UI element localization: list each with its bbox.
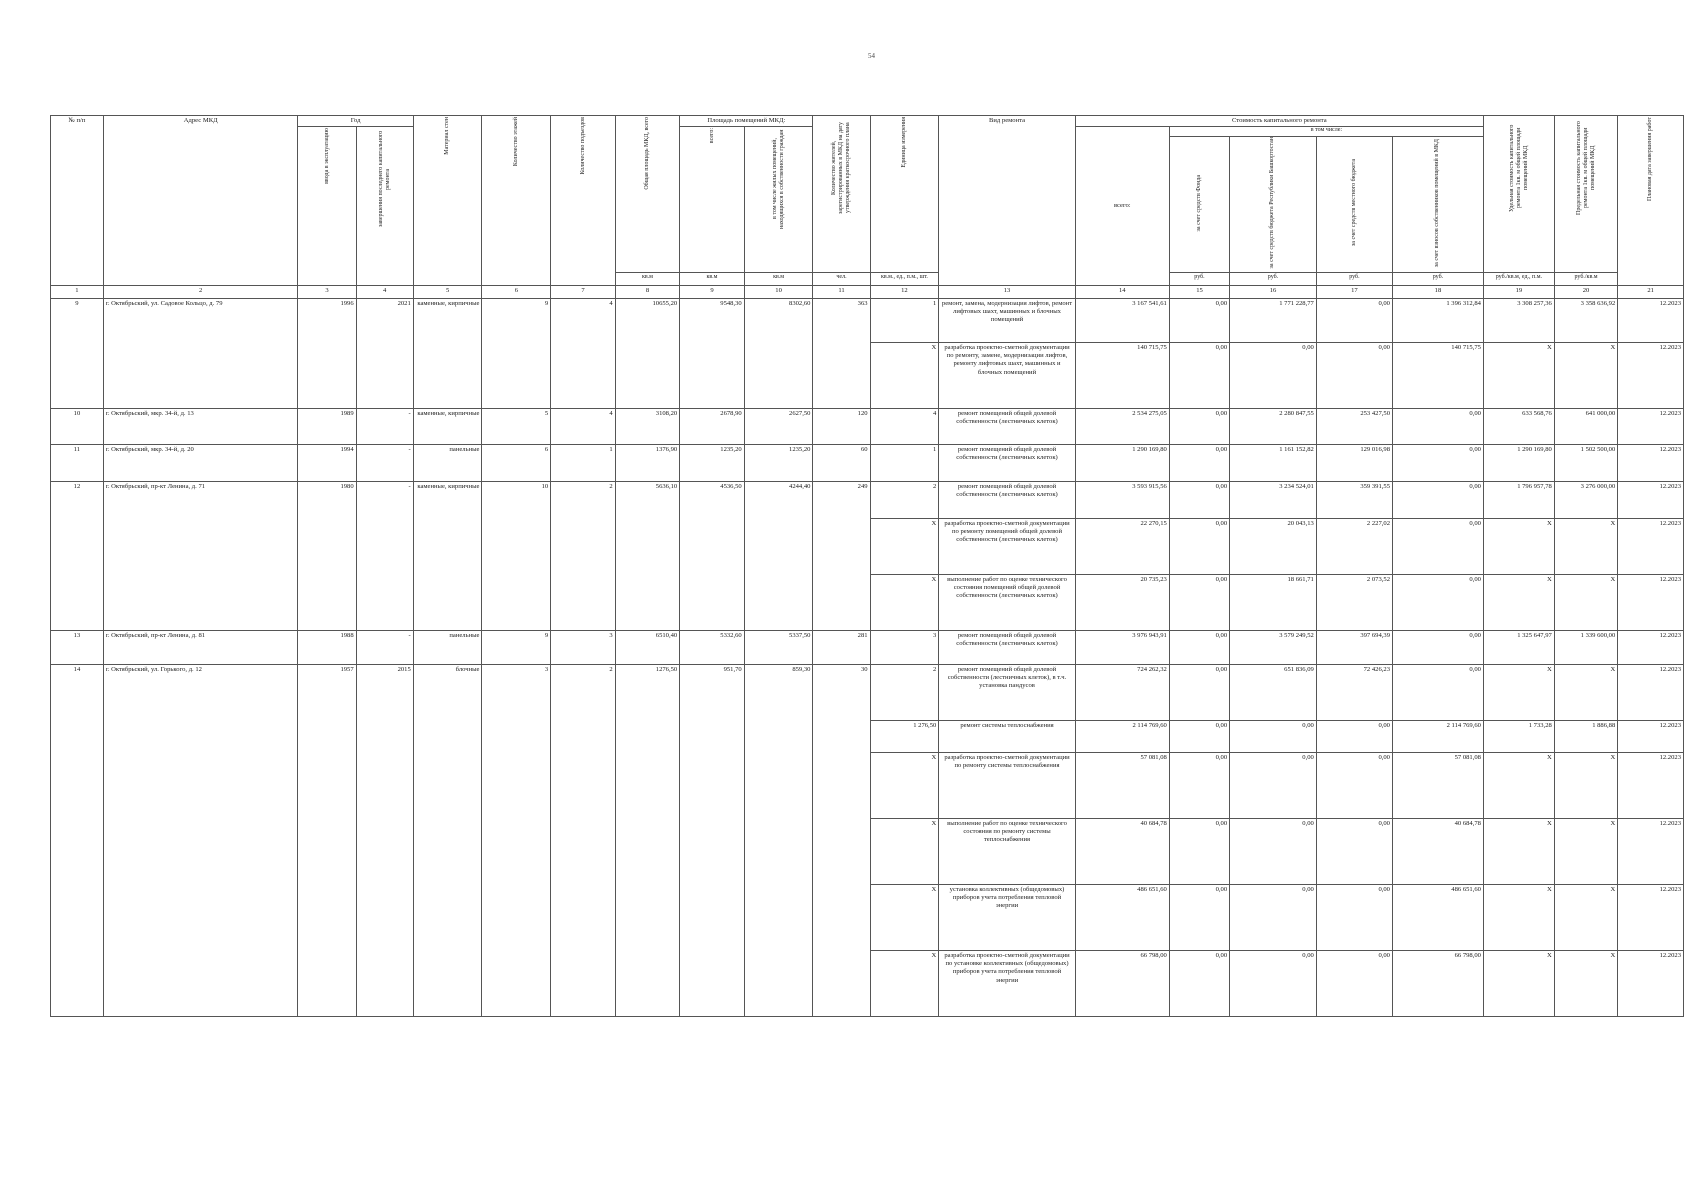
table-row [51, 298, 1684, 342]
row-number: 13 [51, 630, 104, 664]
cost-fund: 0,00 [1169, 664, 1229, 720]
plan-date: 12.2023 [1618, 818, 1684, 884]
work-unit: 1 [870, 444, 939, 481]
plan-date: 12.2023 [1618, 630, 1684, 664]
work-type: ремонт помещений общей долевой собственности (лестничных клеток), в т.ч. установка пандусов [939, 664, 1075, 720]
header-cost-incl-cell [1169, 127, 1483, 273]
row-total-area: 10655,20 [615, 298, 680, 408]
cost-owners: 486 651,60 [1392, 884, 1483, 950]
row-area-total: 1235,20 [680, 444, 745, 481]
unit-cost: X [1483, 950, 1554, 1016]
cost-owners: 40 684,78 [1392, 818, 1483, 884]
cost-local: 2 073,52 [1316, 574, 1392, 630]
row-address: г. Октябрьский, ул. Садовое Кольцо, д. 79 [103, 298, 298, 408]
cost-local: 0,00 [1316, 818, 1392, 884]
work-type: выполнение работ по оценке технического состояния по ремонту системы теплоснабжения [939, 818, 1075, 884]
cost-local: 0,00 [1316, 752, 1392, 818]
cost-owners: 0,00 [1392, 518, 1483, 574]
row-year-last-repair: 2015 [356, 664, 413, 1016]
row-year-last-repair: 2021 [356, 298, 413, 408]
cost-fund: 0,00 [1169, 342, 1229, 408]
unit-c16: руб. [1230, 272, 1317, 285]
header-cost-republic: за счет средств бюджета Республики Башкортостан [1230, 137, 1316, 272]
column-number: 10 [744, 285, 813, 298]
cost-fund: 0,00 [1169, 884, 1229, 950]
plan-date: 12.2023 [1618, 574, 1684, 630]
unit-c12: кв.м., ед., п.м., шт. [870, 272, 939, 285]
row-entrances: 4 [551, 298, 616, 408]
work-type: установка коллективных (общедомовых) приборов учета потребления тепловой энергии [939, 884, 1075, 950]
cost-local: 129 016,98 [1316, 444, 1392, 481]
row-total-area: 1376,90 [615, 444, 680, 481]
header-wall-material: Материал стен [413, 116, 482, 286]
unit-cost: 1 325 647,97 [1483, 630, 1554, 664]
header-area-group: Площадь помещений МКД: [680, 116, 813, 127]
work-type: ремонт помещений общей долевой собственности (лестничных клеток) [939, 444, 1075, 481]
row-area-total: 951,70 [680, 664, 745, 1016]
row-residents: 120 [813, 408, 870, 444]
cost-total: 22 270,15 [1075, 518, 1169, 574]
cost-total: 1 290 169,80 [1075, 444, 1169, 481]
unit-cost: X [1483, 884, 1554, 950]
cost-total: 2 534 275,05 [1075, 408, 1169, 444]
column-number: 15 [1169, 285, 1229, 298]
work-type: разработка проектно-сметной документации по ремонту, замене, модернизации лифтов, ремонту лифтовых шахт, машинных и блочных помещений [939, 342, 1075, 408]
row-residents: 30 [813, 664, 870, 1016]
max-cost: X [1554, 342, 1617, 408]
cost-republic: 0,00 [1230, 720, 1317, 752]
column-number: 1 [51, 285, 104, 298]
cost-republic: 0,00 [1230, 884, 1317, 950]
plan-date: 12.2023 [1618, 664, 1684, 720]
row-area-total: 2678,90 [680, 408, 745, 444]
unit-cost: 1 733,28 [1483, 720, 1554, 752]
cost-republic: 0,00 [1230, 950, 1317, 1016]
unit-c11: чел. [813, 272, 870, 285]
max-cost: 3 276 000,00 [1554, 481, 1617, 518]
cost-republic: 18 661,71 [1230, 574, 1317, 630]
row-total-area: 5636,10 [615, 481, 680, 630]
column-number: 4 [356, 285, 413, 298]
work-unit: 1 [870, 298, 939, 342]
max-cost: X [1554, 664, 1617, 720]
table-row [51, 664, 1684, 720]
row-number: 14 [51, 664, 104, 1016]
plan-date: 12.2023 [1618, 950, 1684, 1016]
cost-total: 2 114 769,60 [1075, 720, 1169, 752]
cost-owners: 2 114 769,60 [1392, 720, 1483, 752]
header-year-last-repair: завершения последнего капитального ремонта [356, 127, 413, 286]
cost-fund: 0,00 [1169, 574, 1229, 630]
row-address: г. Октябрьский, пр-кт Ленина, д. 81 [103, 630, 298, 664]
work-unit: X [870, 574, 939, 630]
work-type: разработка проектно-сметной документации по ремонту системы теплоснабжения [939, 752, 1075, 818]
row-year-last-repair: - [356, 630, 413, 664]
cost-republic: 0,00 [1230, 342, 1317, 408]
header-number: № п/п [51, 116, 104, 286]
cost-fund: 0,00 [1169, 444, 1229, 481]
header-year-group: Год [298, 116, 413, 127]
header-year-commission: ввода в эксплуатацию [298, 127, 356, 286]
row-wall-material: каменные, кирпичные [413, 298, 482, 408]
cost-local: 0,00 [1316, 884, 1392, 950]
unit-c19: руб./кв.м, ед., п.м. [1483, 272, 1554, 285]
max-cost: X [1554, 818, 1617, 884]
plan-date: 12.2023 [1618, 298, 1684, 342]
column-number: 13 [939, 285, 1075, 298]
row-address: г. Октябрьский, пр-кт Ленина, д. 71 [103, 481, 298, 630]
column-number: 21 [1618, 285, 1684, 298]
cost-owners: 0,00 [1392, 481, 1483, 518]
work-unit: 4 [870, 408, 939, 444]
header-cost-owners: за счет взносов собственников помещений в МКД [1434, 138, 1441, 268]
cost-total: 140 715,75 [1075, 342, 1169, 408]
row-entrances: 1 [551, 444, 616, 481]
column-number: 17 [1316, 285, 1392, 298]
work-unit: 2 [870, 664, 939, 720]
cost-total: 20 735,23 [1075, 574, 1169, 630]
row-residents: 281 [813, 630, 870, 664]
work-type: ремонт, замена, модернизация лифтов, ремонт лифтовых шахт, машинных и блочных помещений [939, 298, 1075, 342]
cost-total: 3 167 541,61 [1075, 298, 1169, 342]
cost-republic: 1 161 152,82 [1230, 444, 1317, 481]
row-year-commission: 1996 [298, 298, 356, 408]
row-wall-material: панельные [413, 630, 482, 664]
unit-cost: X [1483, 574, 1554, 630]
row-year-commission: 1989 [298, 408, 356, 444]
column-number: 16 [1230, 285, 1317, 298]
cost-local: 2 227,02 [1316, 518, 1392, 574]
cost-owners: 0,00 [1392, 444, 1483, 481]
column-number: 8 [615, 285, 680, 298]
row-residents: 249 [813, 481, 870, 630]
cost-fund: 0,00 [1169, 818, 1229, 884]
plan-date: 12.2023 [1618, 481, 1684, 518]
unit-cost: X [1483, 342, 1554, 408]
page-number: 54 [868, 52, 875, 60]
work-unit: 2 [870, 481, 939, 518]
plan-date: 12.2023 [1618, 752, 1684, 818]
cost-total: 3 976 943,91 [1075, 630, 1169, 664]
row-entrances: 4 [551, 408, 616, 444]
max-cost: X [1554, 518, 1617, 574]
row-year-commission: 1988 [298, 630, 356, 664]
unit-cost: X [1483, 818, 1554, 884]
unit-c9: кв.м [680, 272, 745, 285]
row-wall-material: каменные, кирпичные [413, 481, 482, 630]
row-entrances: 2 [551, 664, 616, 1016]
unit-cost: 633 568,76 [1483, 408, 1554, 444]
row-total-area: 6510,40 [615, 630, 680, 664]
row-total-area: 1276,50 [615, 664, 680, 1016]
row-area-total: 4536,50 [680, 481, 745, 630]
work-type: ремонт системы теплоснабжения [939, 720, 1075, 752]
row-address: г. Октябрьский, ул. Горького, д. 12 [103, 664, 298, 1016]
cost-owners: 57 081,08 [1392, 752, 1483, 818]
cost-local: 253 427,50 [1316, 408, 1392, 444]
work-unit: 1 276,50 [870, 720, 939, 752]
row-area-private: 4244,40 [744, 481, 813, 630]
column-number: 12 [870, 285, 939, 298]
column-number: 14 [1075, 285, 1169, 298]
row-area-private: 2627,50 [744, 408, 813, 444]
header-address: Адрес МКД [103, 116, 298, 286]
row-area-total: 5332,60 [680, 630, 745, 664]
column-number: 7 [551, 285, 616, 298]
row-year-commission: 1980 [298, 481, 356, 630]
work-unit: X [870, 884, 939, 950]
cost-local: 0,00 [1316, 950, 1392, 1016]
work-unit: X [870, 752, 939, 818]
cost-fund: 0,00 [1169, 481, 1229, 518]
plan-date: 12.2023 [1618, 342, 1684, 408]
header-entrances: Количество подъездов [551, 116, 616, 286]
max-cost: 1 886,88 [1554, 720, 1617, 752]
capital-repair-table [50, 115, 1684, 1017]
cost-owners: 0,00 [1392, 574, 1483, 630]
column-number: 18 [1392, 285, 1483, 298]
max-cost: X [1554, 884, 1617, 950]
cost-total: 40 684,78 [1075, 818, 1169, 884]
cost-fund: 0,00 [1169, 950, 1229, 1016]
cost-fund: 0,00 [1169, 752, 1229, 818]
unit-c10: кв.м [744, 272, 813, 285]
cost-local: 0,00 [1316, 342, 1392, 408]
column-number: 9 [680, 285, 745, 298]
row-wall-material: блочные [413, 664, 482, 1016]
column-number: 2 [103, 285, 298, 298]
cost-owners: 0,00 [1392, 630, 1483, 664]
cost-total: 724 262,32 [1075, 664, 1169, 720]
cost-republic: 20 043,13 [1230, 518, 1317, 574]
max-cost: X [1554, 950, 1617, 1016]
cost-owners: 0,00 [1392, 408, 1483, 444]
header-unit: Единица измерения [870, 116, 939, 273]
cost-republic: 2 280 847,55 [1230, 408, 1317, 444]
row-residents: 363 [813, 298, 870, 408]
column-number-row [51, 285, 1684, 298]
row-year-last-repair: - [356, 408, 413, 444]
header-cost-sub [1170, 137, 1483, 272]
cost-republic: 0,00 [1230, 818, 1317, 884]
max-cost: 3 358 636,92 [1554, 298, 1617, 342]
cost-fund: 0,00 [1169, 408, 1229, 444]
column-number: 20 [1554, 285, 1617, 298]
work-type: разработка проектно-сметной документации по установке коллективных (общедомовых) приборов учета потребления тепловой энергии [939, 950, 1075, 1016]
cost-local: 359 391,55 [1316, 481, 1392, 518]
cost-local: 0,00 [1316, 298, 1392, 342]
row-address: г. Октябрьский, мкр. 34-й, д. 13 [103, 408, 298, 444]
plan-date: 12.2023 [1618, 884, 1684, 950]
cost-total: 66 798,00 [1075, 950, 1169, 1016]
table-body [51, 285, 1684, 1016]
cost-republic: 1 771 228,77 [1230, 298, 1317, 342]
table-row [51, 630, 1684, 664]
row-number: 10 [51, 408, 104, 444]
cost-republic: 3 234 524,01 [1230, 481, 1317, 518]
table-row [51, 481, 1684, 518]
max-cost: X [1554, 752, 1617, 818]
column-number: 19 [1483, 285, 1554, 298]
cost-republic: 0,00 [1230, 752, 1317, 818]
row-total-area: 3108,20 [615, 408, 680, 444]
header-unit-cost: Удельная стоимость капитального ремонта 1кв. м общей площади помещений МКД [1483, 116, 1554, 273]
header-cost-total: всего: [1075, 127, 1169, 286]
work-unit: X [870, 518, 939, 574]
row-year-commission: 1994 [298, 444, 356, 481]
plan-date: 12.2023 [1618, 518, 1684, 574]
row-area-private: 859,30 [744, 664, 813, 1016]
row-address: г. Октябрьский, мкр. 34-й, д. 20 [103, 444, 298, 481]
cost-local: 0,00 [1316, 720, 1392, 752]
work-type: ремонт помещений общей долевой собственности (лестничных клеток) [939, 630, 1075, 664]
row-number: 11 [51, 444, 104, 481]
cost-owners: 1 396 312,84 [1392, 298, 1483, 342]
header-max-cost: Предельная стоимость капитального ремонта 1кв. м общей площади помещений МКД [1554, 116, 1617, 273]
plan-date: 12.2023 [1618, 720, 1684, 752]
work-unit: 3 [870, 630, 939, 664]
unit-cost: 3 308 257,36 [1483, 298, 1554, 342]
row-residents: 60 [813, 444, 870, 481]
cost-fund: 0,00 [1169, 720, 1229, 752]
row-entrances: 3 [551, 630, 616, 664]
row-floors: 10 [482, 481, 551, 630]
column-number: 6 [482, 285, 551, 298]
table-row [51, 408, 1684, 444]
unit-c20: руб./кв.м [1554, 272, 1617, 285]
column-number: 3 [298, 285, 356, 298]
header-cost-fund: за счет средств Фонда [1170, 137, 1230, 272]
work-type: выполнение работ по оценке технического состояния помещений общей долевой собственности (лестничных клеток) [939, 574, 1075, 630]
unit-cost: 1 290 169,80 [1483, 444, 1554, 481]
unit-cost: 1 796 957,78 [1483, 481, 1554, 518]
row-floors: 3 [482, 664, 551, 1016]
unit-cost: X [1483, 752, 1554, 818]
header-total-area: Общая площадь МКД, всего [615, 116, 680, 273]
cost-republic: 3 579 249,52 [1230, 630, 1317, 664]
unit-c18: руб. [1392, 272, 1483, 285]
cost-republic: 651 836,09 [1230, 664, 1317, 720]
row-floors: 9 [482, 298, 551, 408]
unit-c15: руб. [1169, 272, 1229, 285]
cost-owners: 0,00 [1392, 664, 1483, 720]
cost-local: 72 426,23 [1316, 664, 1392, 720]
cost-total: 486 651,60 [1075, 884, 1169, 950]
row-wall-material: каменные, кирпичные [413, 408, 482, 444]
table-row [51, 444, 1684, 481]
row-year-last-repair: - [356, 444, 413, 481]
plan-date: 12.2023 [1618, 444, 1684, 481]
cost-fund: 0,00 [1169, 298, 1229, 342]
max-cost: 1 339 600,00 [1554, 630, 1617, 664]
max-cost: X [1554, 574, 1617, 630]
cost-owners: 140 715,75 [1392, 342, 1483, 408]
row-number: 9 [51, 298, 104, 408]
header-cost-local: за счет средств местного бюджета [1316, 137, 1392, 272]
plan-date: 12.2023 [1618, 408, 1684, 444]
work-type: ремонт помещений общей долевой собственности (лестничных клеток) [939, 408, 1075, 444]
row-floors: 6 [482, 444, 551, 481]
row-number: 12 [51, 481, 104, 630]
row-entrances: 2 [551, 481, 616, 630]
row-area-total: 9548,30 [680, 298, 745, 408]
cost-total: 3 593 915,56 [1075, 481, 1169, 518]
header-work-type: Вид ремонта [939, 116, 1075, 286]
cost-fund: 0,00 [1169, 518, 1229, 574]
header-area-private: в том числе жилых помещений, находящихся в собственности граждан [744, 127, 813, 273]
max-cost: 641 000,00 [1554, 408, 1617, 444]
header-residents: Количество жителей, зарегистрированных в МКД на дату утверждения краткосрочного плана [813, 116, 870, 273]
header-floors: Количество этажей [482, 116, 551, 286]
work-unit: X [870, 342, 939, 408]
row-area-private: 5337,50 [744, 630, 813, 664]
row-year-last-repair: - [356, 481, 413, 630]
unit-c8: кв.м [615, 272, 680, 285]
row-year-commission: 1957 [298, 664, 356, 1016]
row-area-private: 8302,60 [744, 298, 813, 408]
cost-fund: 0,00 [1169, 630, 1229, 664]
cost-owners: 66 798,00 [1392, 950, 1483, 1016]
work-unit: X [870, 950, 939, 1016]
max-cost: 1 502 500,00 [1554, 444, 1617, 481]
header-area-total: всего: [680, 127, 745, 273]
row-floors: 9 [482, 630, 551, 664]
unit-cost: X [1483, 664, 1554, 720]
cost-local: 397 694,39 [1316, 630, 1392, 664]
row-wall-material: панельные [413, 444, 482, 481]
row-floors: 5 [482, 408, 551, 444]
unit-cost: X [1483, 518, 1554, 574]
row-area-private: 1235,20 [744, 444, 813, 481]
column-number: 5 [413, 285, 482, 298]
cost-total: 57 081,08 [1075, 752, 1169, 818]
work-type: разработка проектно-сметной документации по ремонту помещений общей долевой собственности (лестничных клеток) [939, 518, 1075, 574]
column-number: 11 [813, 285, 870, 298]
header-cost-group: Стоимость капитального ремонта [1075, 116, 1483, 127]
unit-c17: руб. [1316, 272, 1392, 285]
header-plan-date: Плановая дата завершения работ [1618, 116, 1684, 286]
work-unit: X [870, 818, 939, 884]
header-cost-incl: в том числе: [1170, 127, 1483, 137]
work-type: ремонт помещений общей долевой собственности (лестничных клеток) [939, 481, 1075, 518]
